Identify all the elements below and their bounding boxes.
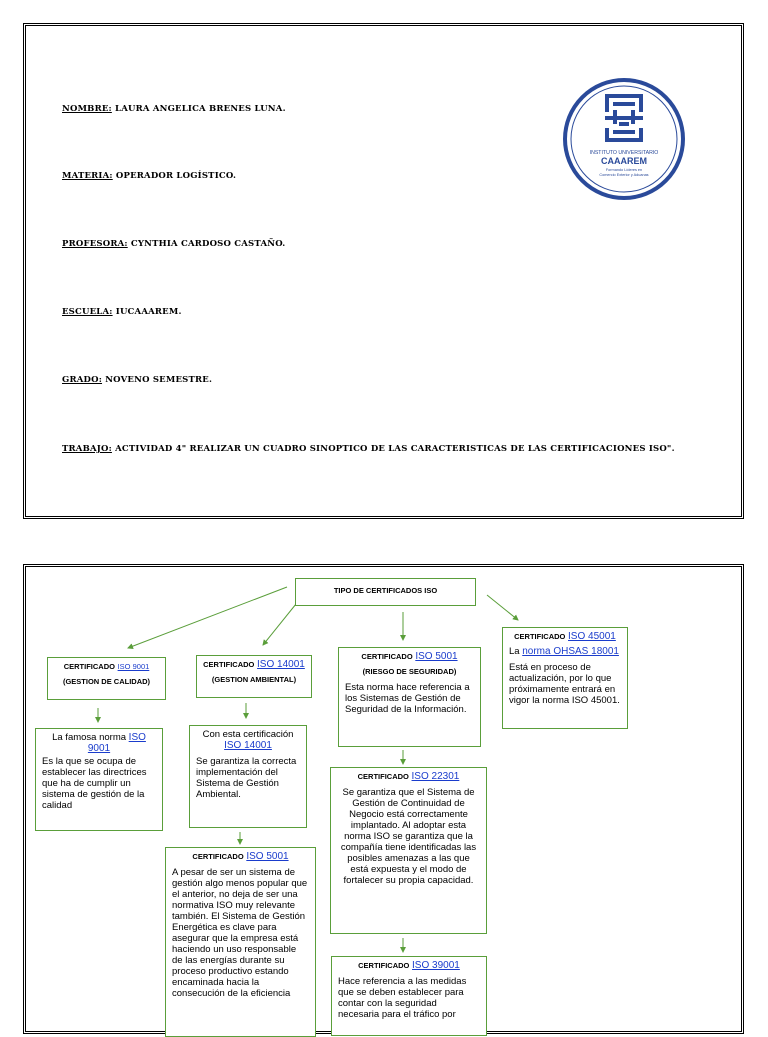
- field-label: GRADO:: [62, 375, 103, 385]
- iso5001-security-box: [338, 647, 481, 747]
- svg-text:Formando Líderes en: Formando Líderes en: [605, 168, 643, 172]
- field-label: TRABAJO:: [62, 444, 112, 454]
- field-value: CYNTHIA CARDOSO CASTAÑO.: [130, 239, 286, 249]
- field-value: IUCAAAREM.: [115, 307, 182, 317]
- iso9001-subtitle: (GESTION DE CALIDAD): [62, 677, 151, 686]
- iso5001-energy-link[interactable]: ISO 5001: [246, 851, 289, 862]
- iso14001-desc: Se garantiza la correcta implementación del Sistema de Gestión Ambiental.: [196, 756, 297, 800]
- cert-label: CERTIFICADO: [357, 772, 409, 781]
- iso9001-desc-link[interactable]: ISO 9001: [87, 732, 146, 754]
- iso45001-link[interactable]: ISO 45001: [568, 631, 616, 642]
- svg-text:Comercio Exterior y Aduanas: Comercio Exterior y Aduanas: [599, 173, 649, 177]
- field-label: PROFESORA:: [62, 239, 128, 249]
- iso39001-link[interactable]: ISO 39001: [412, 960, 460, 971]
- iso39001-box: [331, 956, 487, 1036]
- ohsas-link[interactable]: norma OHSAS 18001: [522, 646, 619, 657]
- iso9001-box: [47, 657, 166, 700]
- cert-label: CERTIFICADO: [358, 961, 410, 970]
- iso22301-box: [330, 767, 487, 934]
- cert-label: CERTIFICADO: [192, 852, 244, 861]
- svg-text:INSTITUTO UNIVERSITARIO: INSTITUTO UNIVERSITARIO: [589, 150, 659, 156]
- iso14001-box: [196, 655, 312, 698]
- iso22301-link[interactable]: ISO 22301: [411, 771, 460, 782]
- iso14001-desc-prefix: Con esta certificación: [202, 729, 294, 740]
- iso14001-desc-box: [189, 725, 307, 828]
- iso5001-security-link[interactable]: ISO 5001: [415, 651, 458, 662]
- iso5001-energy-box: [165, 847, 316, 1037]
- iso5001-energy-desc: A pesar de ser un sistema de gestión algo menos popular que el anterior, no deja de ser una normativa ISO muy relevante también. El Sistema de Gestión Energética es clave para asegurar que la empresa está haciendo un uso responsable de las energías durante su proceso productivo estando encaminada hacia la consecución de la eficiencia: [172, 867, 308, 999]
- iso9001-desc-prefix: La famosa norma: [52, 732, 127, 743]
- diagram-title: TIPO DE CERTIFICADOS ISO: [333, 586, 438, 595]
- iso9001-link[interactable]: ISO 9001: [117, 662, 150, 671]
- iso5001-security-desc: Esta norma hace referencia a los Sistemas de Gestión de Seguridad de la Información.: [345, 682, 470, 715]
- iso45001-desc-prefix: La: [509, 646, 520, 657]
- field-value: NOVENO SEMESTRE.: [105, 375, 213, 385]
- svg-text:CAAAREM: CAAAREM: [601, 156, 647, 166]
- iso22301-desc: Se garantiza que el Sistema de Gestión de Continuidad de Negocio está correctamente implantado. Al adoptar esta norma ISO se garantiza que la compañía tiene identificadas las posibles amenazas a las que está expuesta y el modo de fortalecer su propia capacidad.: [340, 787, 477, 886]
- field-label: ESCUELA:: [62, 307, 113, 317]
- iso14001-link[interactable]: ISO 14001: [257, 659, 305, 670]
- iso9001-desc-box: [35, 728, 163, 831]
- iso5001-security-subtitle: (RIESGO DE SEGURIDAD): [362, 667, 457, 676]
- diagram-title-box: [295, 578, 476, 606]
- field-value: ACTIVIDAD 4" REALIZAR UN CUADRO SINOPTICO DE LAS CARACTERISTICAS DE LAS CERTIFICACIONES ISO".: [115, 444, 675, 454]
- field-label: NOMBRE:: [62, 104, 112, 114]
- cert-label: CERTIFICADO: [514, 632, 566, 641]
- iso14001-desc-link[interactable]: ISO 14001: [224, 740, 272, 751]
- field-value: LAURA ANGELICA BRENES LUNA.: [115, 104, 286, 114]
- iso9001-desc: Es la que se ocupa de establecer las directrices que ha de cumplir un sistema de gestión de la calidad: [42, 756, 147, 811]
- field-label: MATERIA:: [62, 171, 113, 181]
- iso39001-desc: Hace referencia a las medidas que se deben establecer para contar con la seguridad necesaria para el tráfico por: [338, 976, 467, 1020]
- cert-label: CERTIFICADO: [63, 662, 115, 671]
- cert-label: CERTIFICADO: [203, 660, 255, 669]
- field-value: OPERADOR LOGÍSTICO.: [115, 171, 237, 181]
- iso14001-subtitle: (GESTION AMBIENTAL): [211, 675, 297, 684]
- iso45001-box: [502, 627, 628, 729]
- iso45001-desc: Está en proceso de actualización, por lo que próximamente entrará en vigor la norma ISO 45001.: [509, 662, 620, 706]
- cert-label: CERTIFICADO: [361, 652, 413, 661]
